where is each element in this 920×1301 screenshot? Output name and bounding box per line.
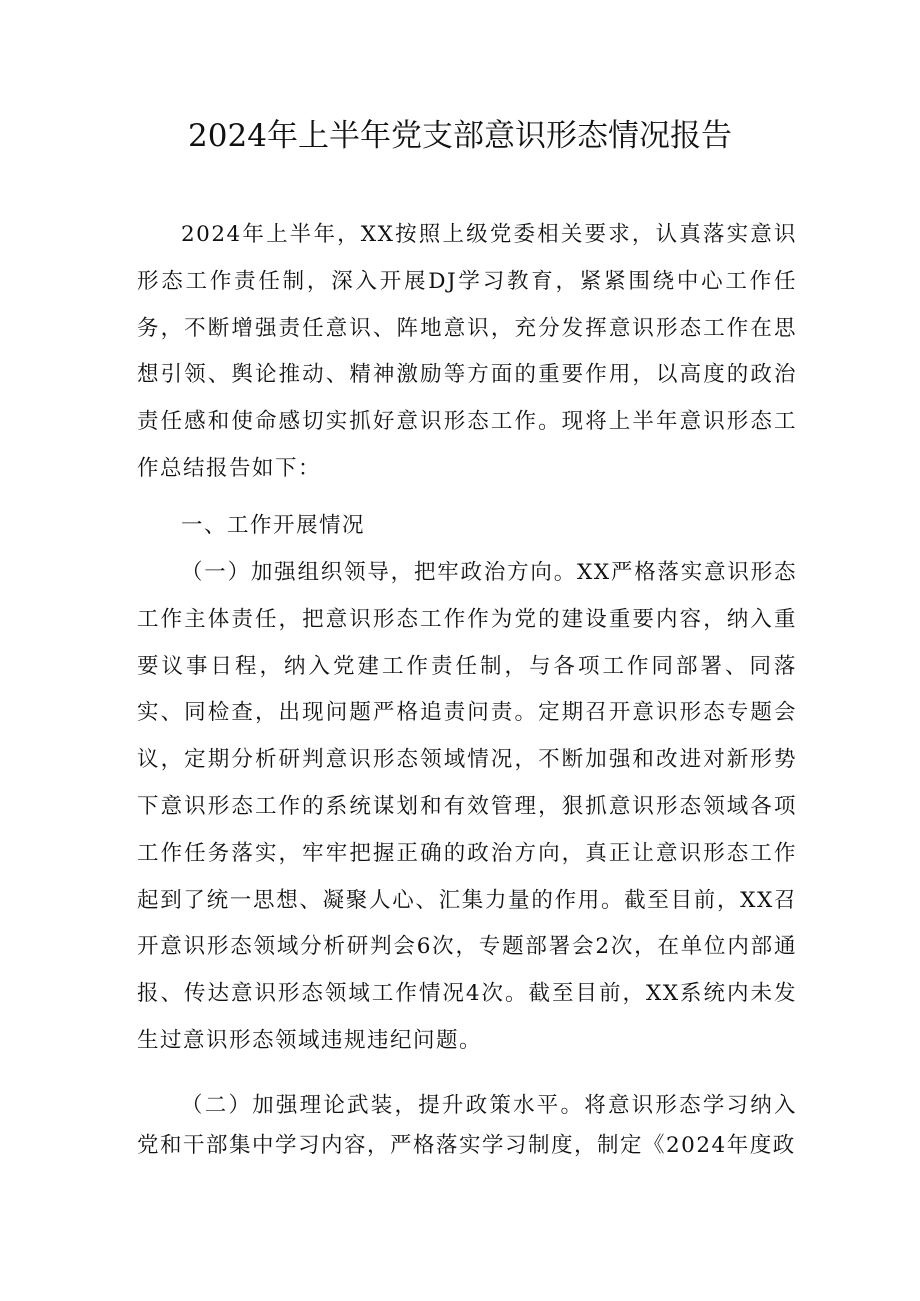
section-1-paragraph-1: （一）加强组织领导，把牢政治方向。XX严格落实意识形态工作主体责任，把意识形态工作作为党的建设重要内容，纳入重要议事日程，纳入党建工作责任制，与各项工作同部署、同落实、同检查，出现问题严格追责问责。定期召开意识形态专题会议，定期分析研判意识形态领域情况，不断加强和改进对新形势下意识形态工作的系统谋划和有效管理，狠抓意识形态领域各项工作任务落实，牢牢把握正确的政治方向，真正让意识形态工作起到了统一思想、凝聚人心、汇集力量的作用。截至目前，XX召开意识形态领域分析研判会6次，专题部署会2次，在单位内部通报、传达意识形态领域工作情况4次。截至目前，XX系统内未发生过意识形态领域违规违纪问题。 [137, 560, 797, 1053]
document-title: 2024年上半年党支部意识形态情况报告 [188, 118, 732, 154]
intro-paragraph: 2024年上半年，XX按照上级党委相关要求，认真落实意识形态工作责任制，深入开展DJ学习教育，紧紧围绕中心工作任务，不断增强责任意识、阵地意识，充分发挥意识形态工作在思想引领、舆论推动、精神激励等方面的重要作用，以高度的政治责任感和使命感切实抓好意识形态工作。现将上半年意识形态工作总结报告如下： [137, 222, 797, 481]
section-1-paragraph-2: （二）加强理论武装，提升政策水平。将意识形态学习纳入党和干部集中学习内容，严格落实学习制度，制定《2024年度政 [137, 1093, 797, 1158]
section-heading-1: 一、工作开展情况 [181, 513, 366, 538]
